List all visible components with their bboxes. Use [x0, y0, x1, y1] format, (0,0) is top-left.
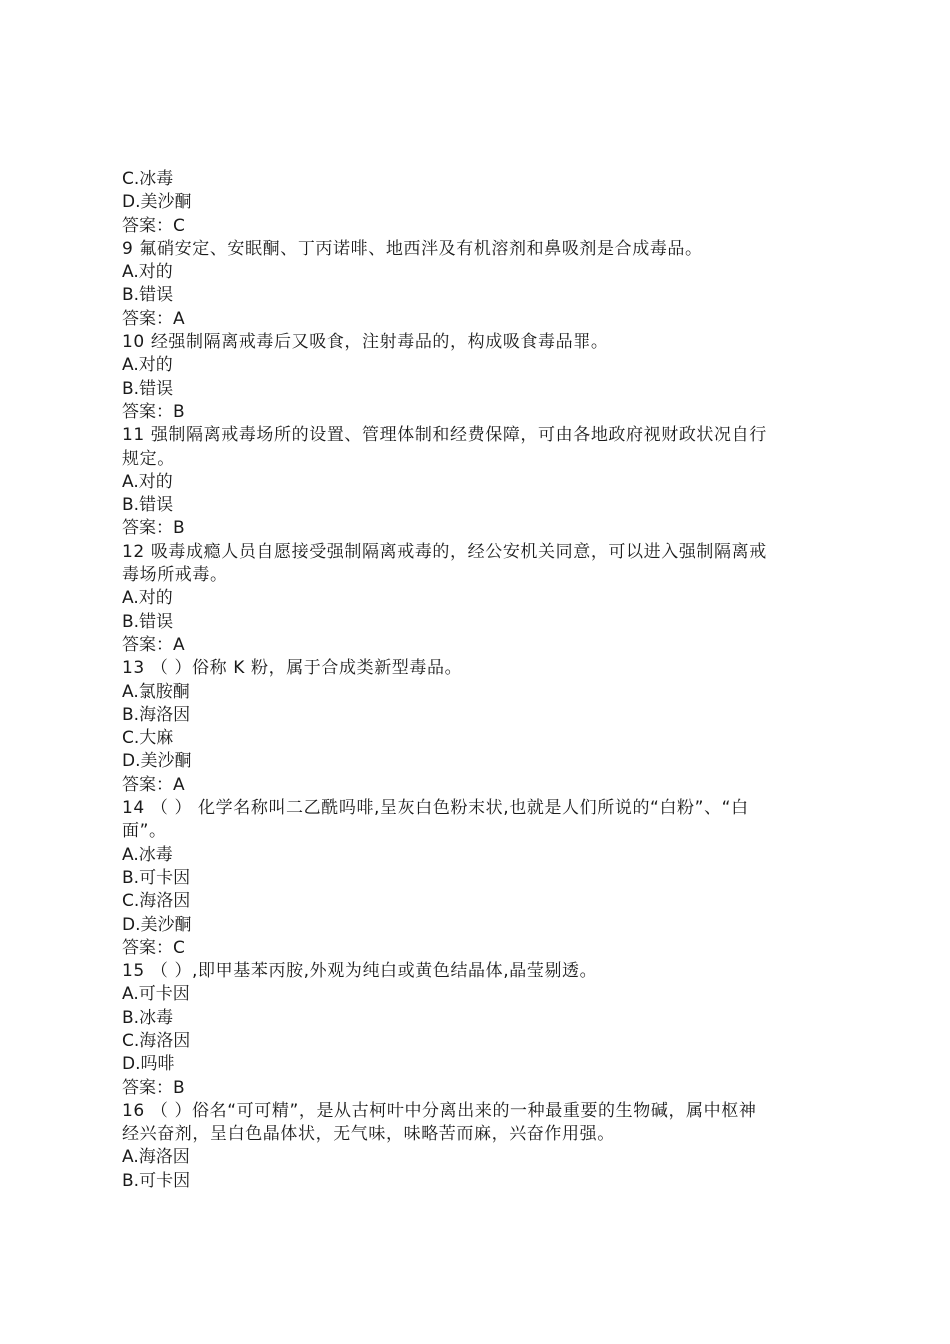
answer-option: B.错误	[122, 285, 174, 306]
question-text: 规定。	[122, 448, 175, 469]
answer-key: 答案：A	[122, 634, 185, 655]
question-text: 11 强制隔离戒毒场所的设置、管理体制和经费保障，可由各地政府视财政状况自行	[122, 425, 767, 446]
answer-option: D.美沙酮	[122, 914, 192, 935]
answer-key: 答案：C	[122, 937, 185, 958]
question-text: 面”。	[122, 821, 167, 842]
question-text: 15 （ ）,即甲基苯丙胺,外观为纯白或黄色结晶体,晶莹剔透。	[122, 961, 598, 982]
question-text: 14 （ ） 化学名称叫二乙酰吗啡,呈灰白色粉末状,也就是人们所说的“白粉”、“白	[122, 798, 749, 819]
answer-option: B.可卡因	[122, 867, 191, 888]
answer-key: 答案：B	[122, 518, 185, 539]
question-text: 9 氟硝安定、安眠酮、丁丙诺啡、地西泮及有机溶剂和鼻吸剂是合成毒品。	[122, 238, 703, 259]
question-text: 毒场所戒毒。	[122, 565, 228, 586]
answer-option: A.氯胺酮	[122, 681, 190, 702]
answer-key: 答案：B	[122, 401, 185, 422]
answer-option: C.冰毒	[122, 169, 174, 189]
answer-option: D.吗啡	[122, 1054, 175, 1075]
answer-option: B.错误	[122, 611, 174, 632]
question-text: 16 （ ）俗名“可可精”，是从古柯叶中分离出来的一种最重要的生物碱，属中枢神	[122, 1100, 757, 1121]
answer-option: B.冰毒	[122, 1007, 174, 1028]
answer-option: A.海洛因	[122, 1147, 190, 1168]
answer-option: C.海洛因	[122, 1030, 191, 1051]
answer-option: D.美沙酮	[122, 192, 192, 213]
answer-option: C.海洛因	[122, 891, 191, 912]
answer-option: B.错误	[122, 378, 174, 399]
quiz-text-body	[122, 168, 827, 1193]
question-text: 13 （ ）俗称 K 粉，属于合成类新型毒品。	[122, 658, 463, 679]
answer-key: 答案：B	[122, 1077, 185, 1098]
answer-key: 答案：C	[122, 215, 185, 236]
answer-option: A.对的	[122, 262, 173, 283]
question-text: 经兴奋剂，呈白色晶体状，无气味，味略苦而麻，兴奋作用强。	[122, 1124, 615, 1145]
answer-option: C.大麻	[122, 728, 174, 749]
answer-option: A.可卡因	[122, 984, 190, 1005]
answer-option: A.冰毒	[122, 844, 173, 865]
answer-option: B.海洛因	[122, 704, 191, 725]
answer-option: B.可卡因	[122, 1170, 191, 1191]
answer-option: A.对的	[122, 355, 173, 376]
question-text: 10 经强制隔离戒毒后又吸食，注射毒品的，构成吸食毒品罪。	[122, 332, 609, 353]
answer-key: 答案：A	[122, 774, 185, 795]
question-text: 12 吸毒成瘾人员自愿接受强制隔离戒毒的，经公安机关同意，可以进入强制隔离戒	[122, 541, 767, 562]
answer-option: A.对的	[122, 588, 173, 609]
answer-option: A.对的	[122, 471, 173, 492]
answer-option: D.美沙酮	[122, 751, 192, 772]
answer-option: B.错误	[122, 495, 174, 516]
answer-key: 答案：A	[122, 308, 185, 329]
